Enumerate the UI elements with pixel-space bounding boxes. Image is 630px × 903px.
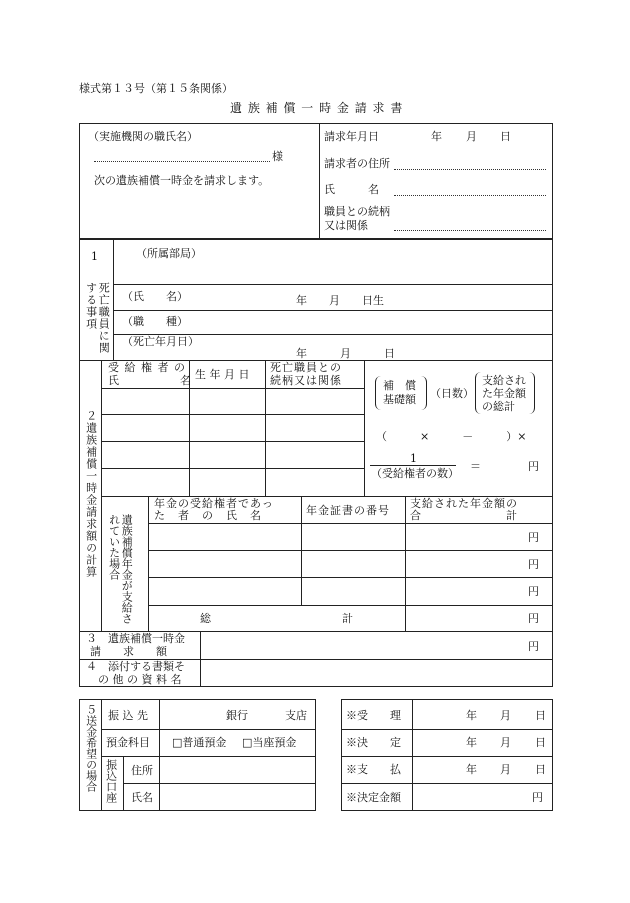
section3-yen[interactable]: 円 xyxy=(528,640,539,653)
decided-amount-label: ※決定金額 xyxy=(346,791,401,804)
request-year[interactable]: 年 xyxy=(431,130,442,143)
pension-case-label: 遺族補償年金が支給されていた場合 xyxy=(107,514,134,624)
agency-name-field[interactable] xyxy=(94,161,270,162)
section1-number: 1 xyxy=(91,250,98,263)
account-type-label: 預金科目 xyxy=(106,736,150,749)
total-label-2: 計 xyxy=(342,612,353,625)
col-beneficiary-2: 氏 名 xyxy=(108,374,192,387)
birth-date-suffix[interactable]: 年 月 日生 xyxy=(296,294,384,307)
formula-total-3: の総計 xyxy=(482,400,515,413)
pension-col-cert: 年金証書の番号 xyxy=(306,504,390,517)
pension-col-amount-2: 合 計 xyxy=(410,509,518,522)
received-label: ※受 理 xyxy=(346,709,401,722)
formula-numerator: 1 xyxy=(410,452,417,465)
pension-col-name-2: た 者 の 氏 名 xyxy=(154,509,262,522)
relation-label-2: 又は関係 xyxy=(324,219,368,232)
form-number: 様式第１３号（第１５条関係） xyxy=(79,82,233,95)
formula-denominator: （受給権者の数） xyxy=(371,467,459,480)
bank-label[interactable]: 銀行 xyxy=(226,709,248,722)
received-year[interactable]: 年 xyxy=(466,709,477,722)
pension-yen-2[interactable]: 円 xyxy=(528,558,539,571)
paid-month[interactable]: 月 xyxy=(500,763,511,776)
decided-month[interactable]: 月 xyxy=(500,736,511,749)
section3-label-2: 請 求 額 xyxy=(90,645,167,658)
request-text: 次の遺族補償一時金を請求します。 xyxy=(94,174,270,187)
position-label: （職 種） xyxy=(122,315,188,328)
formula-total: 支給され xyxy=(482,374,526,387)
death-date-label: （死亡年月日） xyxy=(122,335,199,348)
claimant-name-field[interactable] xyxy=(394,195,546,196)
section2-label: ２遺族補償一時金請求額の計算 xyxy=(84,410,98,578)
total-yen[interactable]: 円 xyxy=(528,612,539,625)
formula-base-2: 基礎額 xyxy=(383,393,416,406)
current-checkbox[interactable]: □当座預金 xyxy=(242,736,297,749)
beneficiary-name-cell[interactable] xyxy=(102,389,188,413)
account-name-label: 氏名 xyxy=(131,791,153,804)
section3-label: ３ 遺族補償一時金 xyxy=(86,632,185,645)
decided-amount-yen[interactable]: 円 xyxy=(532,791,543,804)
received-month[interactable]: 月 xyxy=(500,709,511,722)
pension-yen-3[interactable]: 円 xyxy=(528,585,539,598)
account-address-label: 住所 xyxy=(131,764,153,777)
agency-label: （実施機関の職氏名） xyxy=(88,130,198,143)
address-field[interactable] xyxy=(394,169,546,170)
formula-total-2: た年金額 xyxy=(482,387,526,400)
relation-field[interactable] xyxy=(394,230,546,231)
formula-expr[interactable]: （ × － ）× xyxy=(376,430,527,443)
col-relation-2: 続柄又は関係 xyxy=(270,374,342,387)
claimant-name-label: 氏 名 xyxy=(324,183,379,196)
ordinary-checkbox[interactable]: □普通預金 xyxy=(172,736,227,749)
account-label: 振込口座 xyxy=(104,759,118,803)
pension-col-name: 年金の受給権者であっ xyxy=(154,497,274,510)
section4-label-2: の 他 の 資 料 名 xyxy=(98,673,182,686)
section1-label: 死亡職員に関する事項 xyxy=(84,282,111,354)
pension-yen-1[interactable]: 円 xyxy=(528,531,539,544)
beneficiary-name-cell[interactable] xyxy=(102,469,188,495)
death-date-suffix[interactable]: 年 月 日 xyxy=(296,347,395,360)
relation-label: 職員との続柄 xyxy=(324,205,390,218)
pension-col-amount: 支給された年金額の xyxy=(410,497,518,510)
formula-yen[interactable]: 円 xyxy=(528,460,539,473)
dept-label: （所属部局） xyxy=(136,247,202,260)
total-label: 総 xyxy=(200,612,211,625)
formula-base: 補 償 xyxy=(383,379,416,392)
account-name-field[interactable] xyxy=(160,784,315,810)
paid-label: ※支 払 xyxy=(346,763,401,776)
col-beneficiary: 受 給 権 者 の xyxy=(108,361,186,374)
formula-days: （日数） xyxy=(430,387,474,400)
page-title: 遺 族 補 償 一 時 金 請 求 書 xyxy=(230,101,404,115)
col-birth: 生 年 月 日 xyxy=(195,368,250,381)
request-date-label: 請求年月日 xyxy=(324,130,379,143)
address-label: 請求者の住所 xyxy=(324,157,390,170)
formula-equals: ＝ xyxy=(470,460,481,473)
decided-label: ※決 定 xyxy=(346,736,401,749)
received-day[interactable]: 日 xyxy=(535,709,546,722)
deceased-name-label: （氏 名） xyxy=(122,290,188,303)
paid-year[interactable]: 年 xyxy=(466,763,477,776)
request-month[interactable]: 月 xyxy=(466,130,477,143)
request-day[interactable]: 日 xyxy=(500,130,511,143)
decided-year[interactable]: 年 xyxy=(466,736,477,749)
beneficiary-name-cell[interactable] xyxy=(102,442,188,467)
formula-fraction-bar xyxy=(370,465,456,466)
branch-label[interactable]: 支店 xyxy=(285,709,307,722)
section5-label: ５送金希望の場合 xyxy=(84,704,98,792)
paid-day[interactable]: 日 xyxy=(535,763,546,776)
attachments-field[interactable] xyxy=(201,660,552,686)
decided-day[interactable]: 日 xyxy=(535,736,546,749)
col-relation: 死亡職員との xyxy=(270,361,342,374)
section4-label: ４ 添付する書類そ xyxy=(86,660,185,673)
account-address-field[interactable] xyxy=(160,757,315,782)
sama-text: 様 xyxy=(272,150,283,163)
transfer-to-label: 振 込 先 xyxy=(108,709,148,722)
beneficiary-name-cell[interactable] xyxy=(102,415,188,440)
